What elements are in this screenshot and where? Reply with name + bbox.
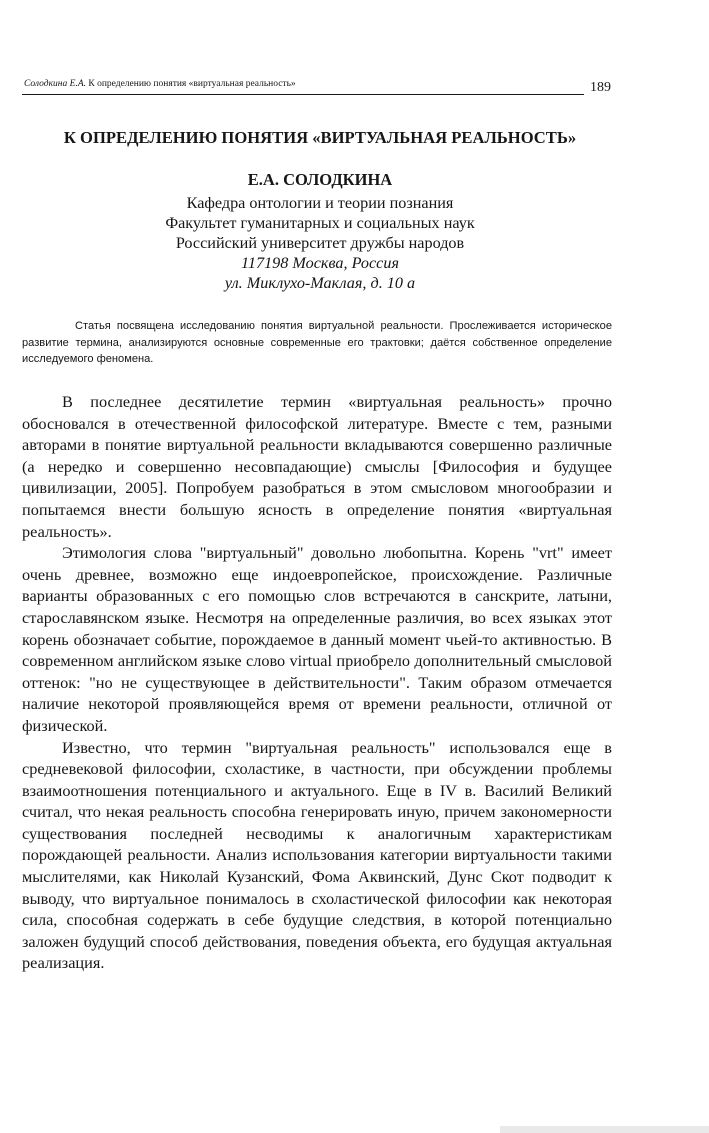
abstract-text: Статья посвящена исследованию понятия виртуальной реальности. Прослеживается историческое развитие термина, анализируются основные современные его трактовки; даётся собственное определение исследуемого феномена.: [22, 320, 612, 365]
running-head: [24, 78, 584, 90]
scan-edge-shadow: [500, 1126, 709, 1133]
header-rule: [22, 94, 584, 95]
paragraph: Этимология слова "виртуальный" довольно любопытна. Корень "vrt" имеет очень древнее, возможно еще индоевропейское, происхождение. Различные варианты образованных с его помощью слов встречаются в санскрите, латыни, старославянском языке. Несмотря на определенные различия, во всех языках этот корень обозначает событие, порождаемое в данный момент чьей-то активностью. В современном английском языке слово virtual приобрело дополнительный смысловой оттенок: "но не существующее в действительности". Таким образом отмечается наличие некоторой проявляющейся время от времени реальности, отличной от физической.: [22, 543, 612, 735]
running-head-author: Солодкина Е.А.: [24, 79, 86, 89]
article-body: [22, 391, 612, 974]
address-city: 117198 Москва, Россия: [240, 254, 399, 272]
affiliation-university: Российский университет дружбы народов: [175, 234, 465, 252]
running-head-title: К определению понятия «виртуальная реальность»: [88, 79, 296, 89]
article-author: Е.А. СОЛОДКИНА: [247, 170, 393, 189]
affiliation-department: Кафедра онтологии и теории познания: [186, 194, 454, 212]
address-street: ул. Миклухо-Маклая, д. 10 а: [224, 274, 416, 292]
affiliation-faculty: Факультет гуманитарных и социальных наук: [165, 214, 475, 232]
paragraph: В последнее десятилетие термин «виртуальная реальность» прочно обосновался в отечественной философской литературе. Вместе с тем, разными авторами в понятие виртуальной реальности вкладываются совершенно различные (а нередко и совершенно несовпадающие) смыслы [Философия и будущее цивилизации, 2005]. Попробуем разобраться в этом смысловом многообразии и попытаемся внести большую ясность в определение понятия «виртуальная реальность».: [22, 392, 612, 541]
paragraph: Известно, что термин "виртуальная реальность" использовался еще в средневековой философии, схоластике, в частности, при обсуждении проблемы взаимоотношения потенциального и актуального. Еще в IV в. Василий Великий считал, что некая реальность способна генерировать иную, причем закономерности существования последней несводимы к аналогичным характеристикам порождающей реальности. Анализ использования категории виртуальности такими мыслителями, как Николай Кузанский, Фома Аквинский, Дунс Скот подводит к выводу, что виртуальное понималось в схоластической философии как некоторая сила, способная содержать в себе будущие следствия, в которой потенциально заложен будущий способ действования, поведения объекта, его будущая актуальная реализация.: [22, 737, 612, 973]
article-title: К ОПРЕДЕЛЕНИЮ ПОНЯТИЯ «ВИРТУАЛЬНАЯ РЕАЛЬНОСТЬ»: [63, 128, 577, 147]
abstract: [22, 318, 612, 368]
page-number: 189: [590, 80, 611, 95]
